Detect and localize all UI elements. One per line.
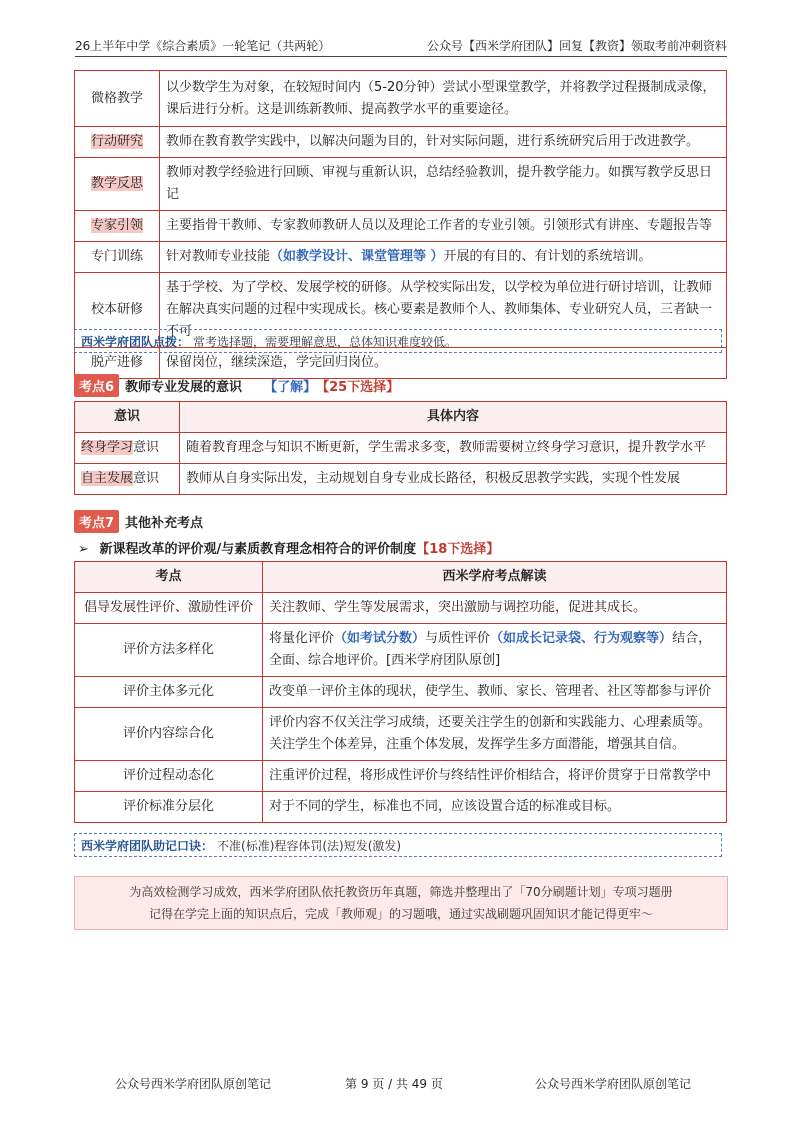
column-header: 意识 xyxy=(75,402,180,433)
practice-note xyxy=(74,876,728,930)
row-label: 教学反思 xyxy=(90,176,143,191)
section-tag-level: 【了解】 xyxy=(264,380,317,395)
header-right: 公众号【西米学府团队】回复【教资】领取考前冲刺资料 xyxy=(426,39,727,53)
mnemonic-box xyxy=(74,833,722,857)
row-content xyxy=(160,242,727,273)
header-left: 26上半年中学《综合素质》一轮笔记（共两轮） xyxy=(75,39,331,53)
arrow-icon: ➢ xyxy=(78,542,89,557)
footer-right: 公众号西米学府团队原创笔记 xyxy=(535,1077,692,1091)
table-row xyxy=(75,708,727,761)
row-label: 脱产进修 xyxy=(75,348,160,379)
row-content: 基于学校、为了学校、发展学校的研修。从学校实际出发，以学校为单位进行研讨培训，让教师在解决真实问题的过程中实现成长。核心要素是教师个人、教师集体、专业研究人员，三者缺一不可 xyxy=(160,273,727,348)
row-content: 注重评价过程，将形成性评价与终结性评价相结合，将评价贯穿于日常教学中 xyxy=(263,761,727,792)
row-label: 自主发展意识 xyxy=(75,464,180,495)
content-pre: 针对教师专业技能 xyxy=(166,249,271,264)
row-label: 评价过程动态化 xyxy=(75,761,263,792)
tip-text: 常考选择题，需要理解意思，总体知识难度较低。 xyxy=(193,334,458,349)
row-content: 教师对教学经验进行回顾、审视与重新认识，总结经验教训，提升教学能力。如撰写教学反思日记 xyxy=(160,158,727,211)
table-row xyxy=(75,593,727,624)
table-row xyxy=(75,761,727,792)
subheading-tag: 【18下选择】 xyxy=(416,542,500,557)
row-content: 教师从自身实际出发，主动规划自身专业成长路径，积极反思教学实践，实现个性发展 xyxy=(180,464,727,495)
table-row xyxy=(75,677,727,708)
table-row xyxy=(75,624,727,677)
section-6-heading xyxy=(74,374,399,397)
table-row xyxy=(75,433,727,464)
note-line-1: 为高效检测学习成效，西米学府团队依托教资历年真题，筛选并整理出了「70分刷题计划」专项习题册 xyxy=(129,885,673,899)
table-header-row xyxy=(75,402,727,433)
table-row xyxy=(75,211,727,242)
row-label: 倡导发展性评价、激励性评价 xyxy=(75,593,263,624)
column-header: 西米学府考点解读 xyxy=(263,562,727,593)
row-label: 评价内容综合化 xyxy=(75,708,263,761)
column-header: 具体内容 xyxy=(180,402,727,433)
row-content: 教师在教育教学实践中，以解决问题为目的，针对实际问题，进行系统研究后用于改进教学。 xyxy=(160,127,727,158)
row-content: 将量化评价（如考试分数）与质性评价（如成长记录袋、行为观察等）结合，全面、综合地评价。[西米学府团队原创] xyxy=(263,624,727,677)
row-content: 对于不同的学生，标准也不同，应该设置合适的标准或目标。 xyxy=(263,792,727,823)
content-example: （如教学设计、课堂管理等 ） xyxy=(270,249,444,264)
section-badge: 考点7 xyxy=(74,510,119,533)
note-line-2: 记得在学完上面的知识点后，完成「教师观」的习题哦，通过实战刷题巩固知识才能记得更牢～ xyxy=(148,907,653,921)
column-header: 考点 xyxy=(75,562,263,593)
table-row xyxy=(75,242,727,273)
row-content: 随着教育理念与知识不断更新，学生需求多变，教师需要树立终身学习意识，提升教学水平 xyxy=(180,433,727,464)
content-post: 开展的有目的、有计划的系统培训。 xyxy=(443,249,652,264)
page-header xyxy=(75,34,727,57)
table-row xyxy=(75,792,727,823)
awareness-table xyxy=(74,401,727,495)
table-row xyxy=(75,71,727,127)
table-row xyxy=(75,127,727,158)
section-tag-exam: 【25下选择】 xyxy=(316,380,400,395)
row-label: 微格教学 xyxy=(75,71,160,127)
section-7-heading xyxy=(74,510,203,533)
table-row xyxy=(75,464,727,495)
tip-box xyxy=(74,329,722,353)
subheading-text: 新课程改革的评价观/与素质教育理念相符合的评价制度 xyxy=(99,542,417,557)
row-label: 终身学习意识 xyxy=(75,433,180,464)
subheading xyxy=(78,538,499,557)
evaluation-table xyxy=(74,561,727,823)
tip-label: 西米学府团队点拨： xyxy=(81,334,190,349)
row-label: 校本研修 xyxy=(75,273,160,348)
row-content: 主要指骨干教师、专家教师教研人员以及理论工作者的专业引领。引领形式有讲座、专题报告等 xyxy=(160,211,727,242)
section-badge: 考点6 xyxy=(74,374,119,397)
row-label: 评价方法多样化 xyxy=(75,624,263,677)
row-label: 评价主体多元化 xyxy=(75,677,263,708)
footer-left: 公众号西米学府团队原创笔记 xyxy=(115,1077,272,1091)
tip-label: 西米学府团队助记口诀： xyxy=(81,838,214,853)
row-content: 关注教师、学生等发展需求，突出激励与调控功能，促进其成长。 xyxy=(263,593,727,624)
row-content: 以少数学生为对象，在较短时间内（5-20分钟）尝试小型课堂教学，并将教学过程摄制成录像，课后进行分析。这是训练新教师、提高教学水平的重要途径。 xyxy=(160,71,727,127)
section-title: 其他补充考点 xyxy=(125,516,204,531)
row-label: 专门训练 xyxy=(75,242,160,273)
row-label: 行动研究 xyxy=(90,134,143,149)
row-label: 专家引领 xyxy=(90,218,143,233)
section-title: 教师专业发展的意识 xyxy=(125,380,243,395)
row-label: 评价标准分层化 xyxy=(75,792,263,823)
page-number: 第 9 页 / 共 49 页 xyxy=(345,1077,443,1091)
row-content: 改变单一评价主体的现状，使学生、教师、家长、管理者、社区等都参与评价 xyxy=(263,677,727,708)
tip-text: 不准(标准)程容体罚(法)短发(激发) xyxy=(217,838,402,853)
row-content: 保留岗位，继续深造，学完回归岗位。 xyxy=(160,348,727,379)
table-header-row xyxy=(75,562,727,593)
row-content: 评价内容不仅关注学习成绩，还要关注学生的创新和实践能力、心理素质等。关注学生个体差异，注重个体发展，发挥学生多方面潜能，增强其自信。 xyxy=(263,708,727,761)
table-row xyxy=(75,158,727,211)
